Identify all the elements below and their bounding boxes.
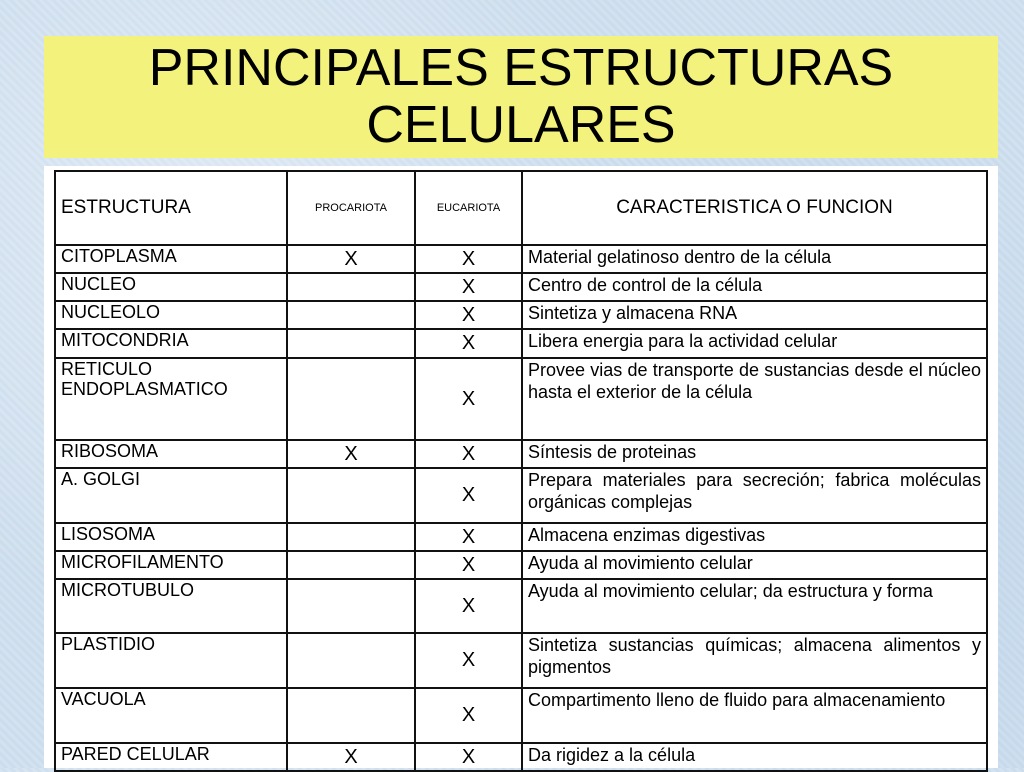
prokaryote-mark-cell xyxy=(287,551,415,579)
header-row xyxy=(55,171,987,245)
table-row xyxy=(55,273,987,301)
prokaryote-mark-cell xyxy=(287,329,415,358)
prokaryote-mark-cell xyxy=(287,301,415,329)
function-cell: Compartimento lleno de fluido para almacenamiento xyxy=(522,688,987,743)
structure-name-cell: VACUOLA xyxy=(55,688,287,743)
structure-name-cell: PARED CELULAR xyxy=(55,743,287,771)
structure-name-cell: MITOCONDRIA xyxy=(55,329,287,358)
eukaryote-mark-cell: X xyxy=(415,329,522,358)
structure-name-cell: PLASTIDIO xyxy=(55,633,287,688)
table-row xyxy=(55,358,987,440)
table-row xyxy=(55,245,987,273)
structure-name-cell: MICROTUBULO xyxy=(55,579,287,633)
table-row xyxy=(55,523,987,551)
function-cell: Material gelatinoso dentro de la célula xyxy=(522,245,987,273)
eukaryote-mark-cell: X xyxy=(415,358,522,440)
eukaryote-mark-cell: X xyxy=(415,468,522,523)
header-eukaryote: EUCARIOTA xyxy=(415,171,522,245)
function-cell: Centro de control de la célula xyxy=(522,273,987,301)
prokaryote-mark-cell: X xyxy=(287,245,415,273)
title-banner xyxy=(44,36,998,158)
function-cell: Provee vias de transporte de sustancias desde el núcleo hasta el exterior de la célula xyxy=(522,358,987,440)
function-cell: Sintetiza y almacena RNA xyxy=(522,301,987,329)
prokaryote-mark-cell xyxy=(287,688,415,743)
function-cell: Ayuda al movimiento celular xyxy=(522,551,987,579)
structure-name-cell: NUCLEOLO xyxy=(55,301,287,329)
function-cell: Almacena enzimas digestivas xyxy=(522,523,987,551)
structure-name-cell: RETICULO ENDOPLASMATICO xyxy=(55,358,287,440)
eukaryote-mark-cell: X xyxy=(415,688,522,743)
eukaryote-mark-cell: X xyxy=(415,245,522,273)
table-row xyxy=(55,468,987,523)
header-structure: ESTRUCTURA xyxy=(55,171,287,245)
table-row xyxy=(55,579,987,633)
eukaryote-mark-cell: X xyxy=(415,301,522,329)
prokaryote-mark-cell: X xyxy=(287,440,415,468)
function-cell: Libera energia para la actividad celular xyxy=(522,329,987,358)
eukaryote-mark-cell: X xyxy=(415,579,522,633)
table-row xyxy=(55,743,987,771)
function-cell: Ayuda al movimiento celular; da estructura y forma xyxy=(522,579,987,633)
header-function: CARACTERISTICA O FUNCION xyxy=(522,171,987,245)
eukaryote-mark-cell: X xyxy=(415,551,522,579)
structure-name-cell: A. GOLGI xyxy=(55,468,287,523)
table-row xyxy=(55,551,987,579)
prokaryote-mark-cell xyxy=(287,523,415,551)
function-cell: Da rigidez a la célula xyxy=(522,743,987,771)
function-cell: Sintetiza sustancias químicas; almacena alimentos y pigmentos xyxy=(522,633,987,688)
eukaryote-mark-cell: X xyxy=(415,743,522,771)
function-cell: Síntesis de proteinas xyxy=(522,440,987,468)
cell-structures-table xyxy=(54,170,988,772)
prokaryote-mark-cell xyxy=(287,358,415,440)
table-row xyxy=(55,440,987,468)
prokaryote-mark-cell xyxy=(287,273,415,301)
table-sheet xyxy=(44,166,998,768)
eukaryote-mark-cell: X xyxy=(415,633,522,688)
header-prokaryote: PROCARIOTA xyxy=(287,171,415,245)
structure-name-cell: RIBOSOMA xyxy=(55,440,287,468)
table-row xyxy=(55,688,987,743)
prokaryote-mark-cell xyxy=(287,633,415,688)
table-row xyxy=(55,301,987,329)
prokaryote-mark-cell xyxy=(287,579,415,633)
table-row xyxy=(55,329,987,358)
slide-title: PRINCIPALES ESTRUCTURAS CELULARES xyxy=(148,39,894,154)
structure-name-cell: MICROFILAMENTO xyxy=(55,551,287,579)
prokaryote-mark-cell: X xyxy=(287,743,415,771)
eukaryote-mark-cell: X xyxy=(415,273,522,301)
structure-name-cell: LISOSOMA xyxy=(55,523,287,551)
table-row xyxy=(55,633,987,688)
prokaryote-mark-cell xyxy=(287,468,415,523)
structure-name-cell: NUCLEO xyxy=(55,273,287,301)
structure-name-cell: CITOPLASMA xyxy=(55,245,287,273)
eukaryote-mark-cell: X xyxy=(415,440,522,468)
eukaryote-mark-cell: X xyxy=(415,523,522,551)
function-cell: Prepara materiales para secreción; fabrica moléculas orgánicas complejas xyxy=(522,468,987,523)
